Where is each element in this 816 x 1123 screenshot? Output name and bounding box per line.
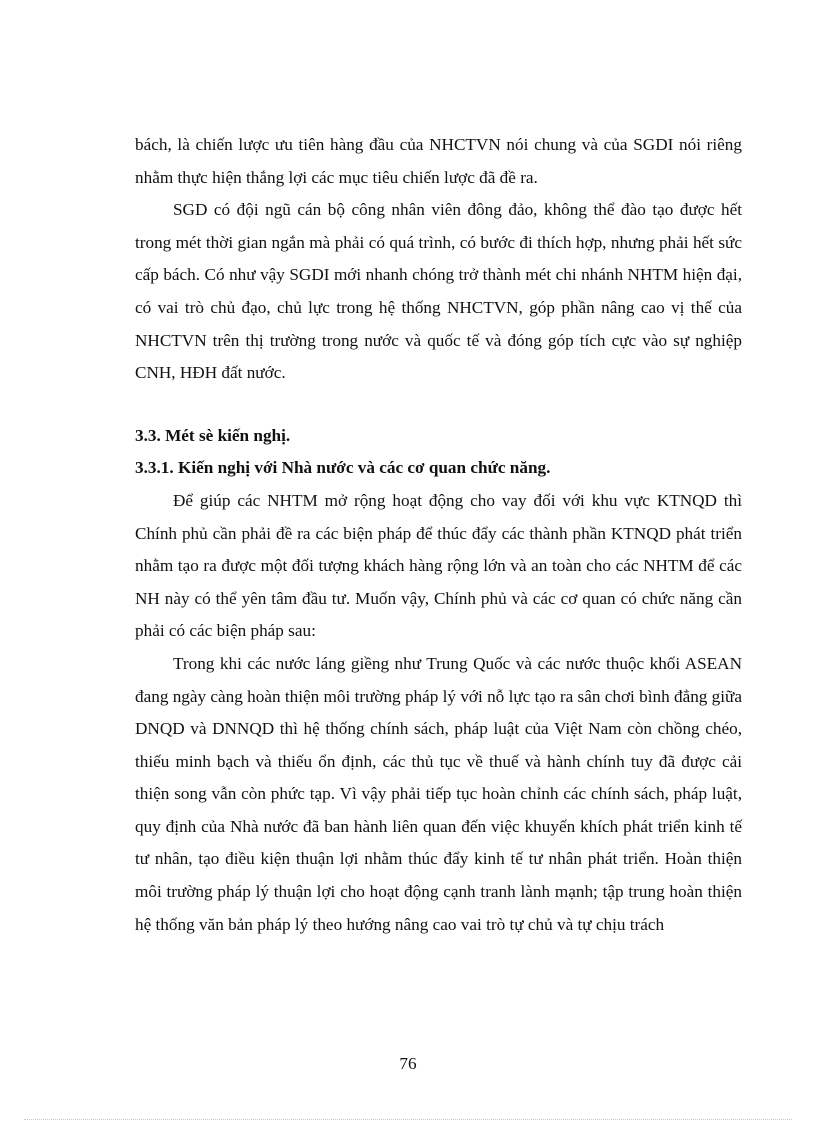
paragraph-continuation: bách, là chiến lược ưu tiên hàng đầu của NHCTVN nói chung và của SGDI nói riêng nhằm thực hiện thắng lợi các mục tiêu chiến lược đã đề ra. <box>135 135 742 187</box>
section-heading: 3.3. Mét sè kiến nghị. <box>135 425 291 445</box>
page-bottom-divider <box>24 1119 792 1120</box>
page-body <box>135 129 742 941</box>
paragraph-government-measures: Để giúp các NHTM mở rộng hoạt động cho vay đối với khu vực KTNQD thì Chính phủ cần phải đề ra các biện pháp để thúc đẩy các thành phần KTNQD phát triển nhằm tạo ra được một đối tượng khách hàng rộng lớn và an toàn cho các NHTM để các NH này có thể yên tâm đầu tư. Muốn vậy, Chính phủ và các cơ quan có chức năng cần phải có các biện pháp sau: <box>135 490 742 641</box>
paragraph-staff-training: SGD có đội ngũ cán bộ công nhân viên đông đảo, không thể đào tạo được hết trong mét thời gian ngắn mà phải có quá trình, có bước đi thích hợp, nhưng phải hết sức cấp bách. Có như vậy SGDI mới nhanh chóng trở thành mét chi nhánh NHTM hiện đại, có vai trò chủ đạo, chủ lực trong hệ thống NHCTVN, góp phần nâng cao vị thế của NHCTVN trên thị trường trong nước và quốc tế và đóng góp tích cực vào sự nghiệp CNH, HĐH đất nước. <box>135 200 742 383</box>
subsection-heading: 3.3.1. Kiến nghị với Nhà nước và các cơ quan chức năng. <box>135 458 551 478</box>
paragraph-legal-environment: Trong khi các nước láng giềng như Trung Quốc và các nước thuộc khối ASEAN đang ngày càng hoàn thiện môi trường pháp lý với nỗ lực tạo ra sân chơi bình đẳng giữa DNQD và DNNQD thì hệ thống chính sách, pháp luật của Việt Nam còn chồng chéo, thiếu minh bạch và thiếu ổn định, các thủ tục về thuế và hành chính tuy đã được cải thiện song vẫn còn phức tạp. Vì vậy phải tiếp tục hoàn chỉnh các chính sách, pháp luật, quy định của Nhà nước đã ban hành liên quan đến việc khuyến khích phát triển kinh tế tư nhân, tạo điều kiện thuận lợi nhằm thúc đẩy kinh tế tư nhân phát triển. Hoàn thiện môi trường pháp lý thuận lợi cho hoạt động cạnh tranh lành mạnh; tập trung hoàn thiện hệ thống văn bản pháp lý theo hướng nâng cao vai trò tự chủ và tự chịu trách <box>135 653 742 934</box>
page-number: 76 <box>399 1054 417 1073</box>
